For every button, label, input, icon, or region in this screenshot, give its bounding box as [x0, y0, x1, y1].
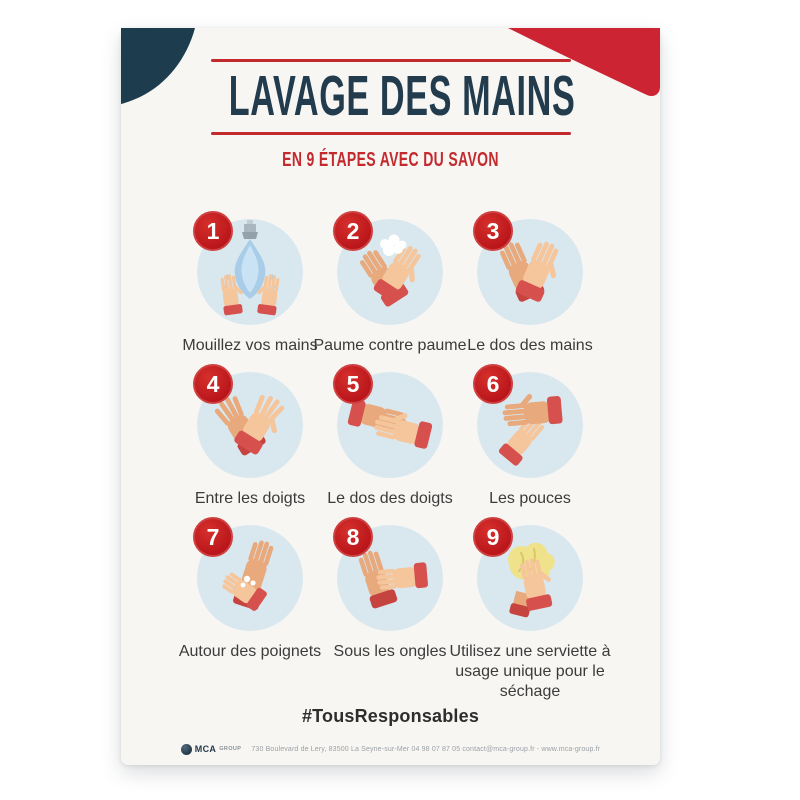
step-label: Autour des poignets [178, 643, 322, 660]
step-label: Le dos des doigts [327, 490, 453, 507]
footer [121, 740, 660, 758]
brand-name: MCA [194, 744, 217, 754]
step-number-badge: 2 [333, 211, 373, 251]
step-9 [444, 503, 616, 703]
step-number-badge: 6 [473, 364, 513, 404]
step-number-badge: 5 [333, 364, 373, 404]
hashtag: #TousResponsables [301, 706, 480, 726]
step-label: Sous les ongles [333, 643, 447, 660]
step-number-badge: 9 [473, 517, 513, 557]
step-number-badge: 8 [333, 517, 373, 557]
brand-suffix: GROUP [219, 746, 242, 752]
step-label: Utilisez une serviette à usage unique pour le séchage [449, 643, 611, 700]
step-number-badge: 7 [193, 517, 233, 557]
poster-subtitle: EN 9 ÉTAPES AVEC DU SAVON [282, 149, 499, 171]
title-rule-bottom [211, 132, 571, 135]
step-number-badge: 4 [193, 364, 233, 404]
poster-title: LAVAGE DES MAINS [228, 64, 576, 128]
step-number-badge: 1 [193, 211, 233, 251]
step-number-badge: 3 [473, 211, 513, 251]
title-rule-top [211, 59, 571, 62]
mca-group-logo [181, 744, 242, 755]
globe-icon [181, 744, 192, 755]
corner-accent-navy [121, 28, 195, 106]
step-label: Le dos des mains [467, 337, 593, 354]
step-label: Mouillez vos mains [182, 337, 318, 354]
step-label: Les pouces [489, 490, 571, 507]
poster [121, 28, 660, 765]
footer-address: 730 Boulevard de Lery, 83500 La Seyne-sur-Mer 04 98 07 87 05 contact@mca-group.fr - www.mca-group.fr [251, 745, 601, 753]
step-label: Paume contre paume [313, 337, 467, 354]
step-label: Entre les doigts [194, 490, 306, 507]
